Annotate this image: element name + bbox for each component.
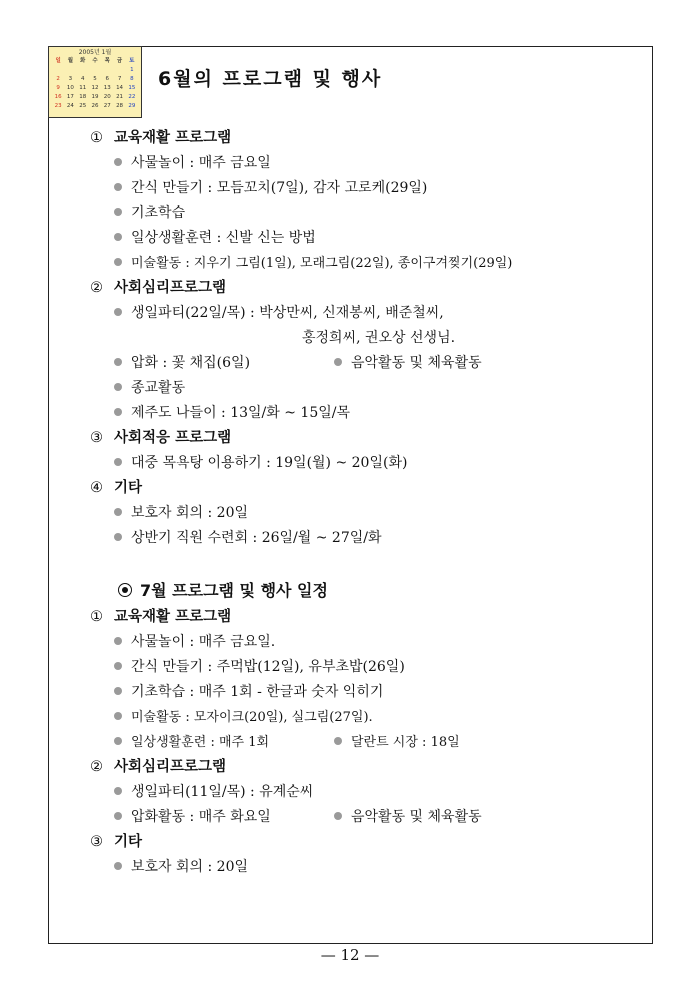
calendar-day: 21 — [116, 94, 124, 100]
list-item: 대중 목욕탕 이용하기 : 19일(월) ~ 20일(화) — [90, 451, 630, 476]
calendar-day: 20 — [103, 94, 111, 100]
calendar-day: 28 — [116, 103, 124, 109]
calendar-day: 22 — [128, 94, 136, 100]
list-item: 보호자 회의 : 20일 — [90, 855, 630, 880]
calendar-day: 29 — [128, 103, 136, 109]
calendar-day: 17 — [66, 94, 74, 100]
calendar-day — [89, 66, 101, 75]
calendar-day: 16 — [54, 94, 62, 100]
calendar-day: 15 — [128, 85, 136, 91]
calendar-day: 13 — [103, 85, 111, 91]
list-item: 압화 : 꽃 채집(6일) 음악활동 및 체육활동 — [90, 351, 630, 376]
list-item: 기초학습 — [90, 201, 630, 226]
bullet-icon — [114, 812, 122, 820]
list-item: 사물놀이 : 매주 금요일 — [90, 151, 630, 176]
bullet-icon — [114, 158, 122, 166]
program-content — [90, 126, 630, 880]
page-number: — 12 — — [320, 946, 380, 964]
calendar-day: 5 — [93, 76, 97, 82]
bullet-icon — [114, 737, 122, 745]
bullet-icon — [114, 208, 122, 216]
calendar-day: 14 — [116, 85, 124, 91]
list-item: 생일파티(22일/목) : 박상만씨, 신재봉씨, 배준철씨, — [90, 301, 630, 326]
calendar-day — [52, 66, 64, 75]
bullet-icon — [334, 812, 342, 820]
calendar-day: 4 — [80, 76, 85, 82]
list-item: 제주도 나들이 : 13일/화 ~ 15일/목 — [90, 401, 630, 426]
bullet-icon — [114, 183, 122, 191]
bullet-icon — [114, 862, 122, 870]
calendar-icon — [48, 46, 142, 118]
calendar-day: 12 — [91, 85, 99, 91]
bullet-icon — [114, 662, 122, 670]
calendar-day: 2 — [56, 76, 60, 82]
bullet-icon — [114, 258, 122, 266]
bullet-icon — [114, 308, 122, 316]
list-item: 일상생활훈련 : 신발 신는 방법 — [90, 226, 630, 251]
page-title: 6월의 프로그램 및 행사 — [158, 68, 383, 90]
list-item: 종교활동 — [90, 376, 630, 401]
list-item: 사물놀이 : 매주 금요일. — [90, 630, 630, 655]
bullet-icon — [114, 712, 122, 720]
list-item: 간식 만들기 : 주먹밥(12일), 유부초밥(26일) — [90, 655, 630, 680]
calendar-day: 7 — [117, 76, 122, 82]
weekday: 월 — [67, 58, 74, 64]
weekday: 토 — [129, 58, 135, 64]
bullet-icon — [114, 408, 122, 416]
list-item: 기초학습 : 매주 1회 - 한글과 숫자 익히기 — [90, 680, 630, 705]
calendar-day — [101, 66, 113, 75]
bullet-icon — [114, 508, 122, 516]
calendar-day: 24 — [66, 103, 74, 109]
calendar-day: 8 — [130, 76, 134, 82]
list-item: 상반기 직원 수련회 : 26일/월 ~ 27일/화 — [90, 526, 630, 551]
section-heading: ① 교육재활 프로그램 — [90, 609, 232, 625]
july-heading: 7월 프로그램 및 행사 일정 — [90, 577, 630, 605]
calendar-day: 9 — [56, 85, 60, 91]
weekday: 화 — [80, 58, 86, 64]
calendar-day: 1 — [130, 67, 134, 73]
list-item: 일상생활훈련 : 매주 1회 달란트 시장 : 18일 — [90, 730, 630, 755]
calendar-day: 18 — [79, 94, 87, 100]
calendar-days — [52, 66, 138, 111]
weekday: 금 — [116, 58, 123, 64]
bullet-icon — [114, 458, 122, 466]
bullet-icon — [334, 737, 342, 745]
calendar-day: 3 — [68, 76, 73, 82]
list-item: 생일파티(11일/목) : 유계순씨 — [90, 780, 630, 805]
list-item: 간식 만들기 : 모듬꼬치(7일), 감자 고로케(29일) — [90, 176, 630, 201]
bullet-icon — [114, 637, 122, 645]
calendar-title: 2005년 1월 — [78, 49, 112, 56]
calendar-day: 25 — [79, 103, 87, 109]
weekday: 수 — [92, 58, 98, 64]
bullet-icon — [114, 383, 122, 391]
calendar-day — [77, 66, 89, 75]
target-bullet-icon — [118, 583, 132, 597]
calendar-day: 27 — [103, 103, 111, 109]
list-item: 미술활동 : 지우기 그림(1일), 모래그림(22일), 종이구겨찢기(29일) — [90, 251, 630, 276]
bullet-icon — [114, 233, 122, 241]
section-heading: ④ 기타 — [90, 480, 143, 496]
section-heading: ③ 사회적응 프로그램 — [90, 430, 232, 446]
list-item: 보호자 회의 : 20일 — [90, 501, 630, 526]
list-item-continuation: 홍정희씨, 권오상 선생님. — [302, 330, 456, 346]
calendar-day — [64, 66, 76, 75]
calendar-day: 6 — [105, 76, 110, 82]
bullet-icon — [334, 358, 342, 366]
section-heading: ① 교육재활 프로그램 — [90, 130, 232, 146]
calendar-weekdays — [52, 57, 138, 66]
list-item: 미술활동 : 모자이크(20일), 실그림(27일). — [90, 705, 630, 730]
bullet-icon — [114, 358, 122, 366]
calendar-day: 23 — [54, 103, 62, 109]
calendar-day: 10 — [66, 85, 74, 91]
section-heading: ③ 기타 — [90, 834, 143, 850]
calendar-day: 26 — [91, 103, 99, 109]
weekday: 일 — [55, 58, 61, 64]
calendar-day: 11 — [79, 85, 87, 91]
bullet-icon — [114, 533, 122, 541]
calendar-day — [113, 66, 125, 75]
weekday: 목 — [104, 58, 110, 64]
bullet-icon — [114, 787, 122, 795]
calendar-day: 19 — [91, 94, 99, 100]
section-heading: ② 사회심리프로그램 — [90, 759, 227, 775]
bullet-icon — [114, 687, 122, 695]
section-heading: ② 사회심리프로그램 — [90, 280, 227, 296]
list-item: 압화활동 : 매주 화요일 음악활동 및 체육활동 — [90, 805, 630, 830]
